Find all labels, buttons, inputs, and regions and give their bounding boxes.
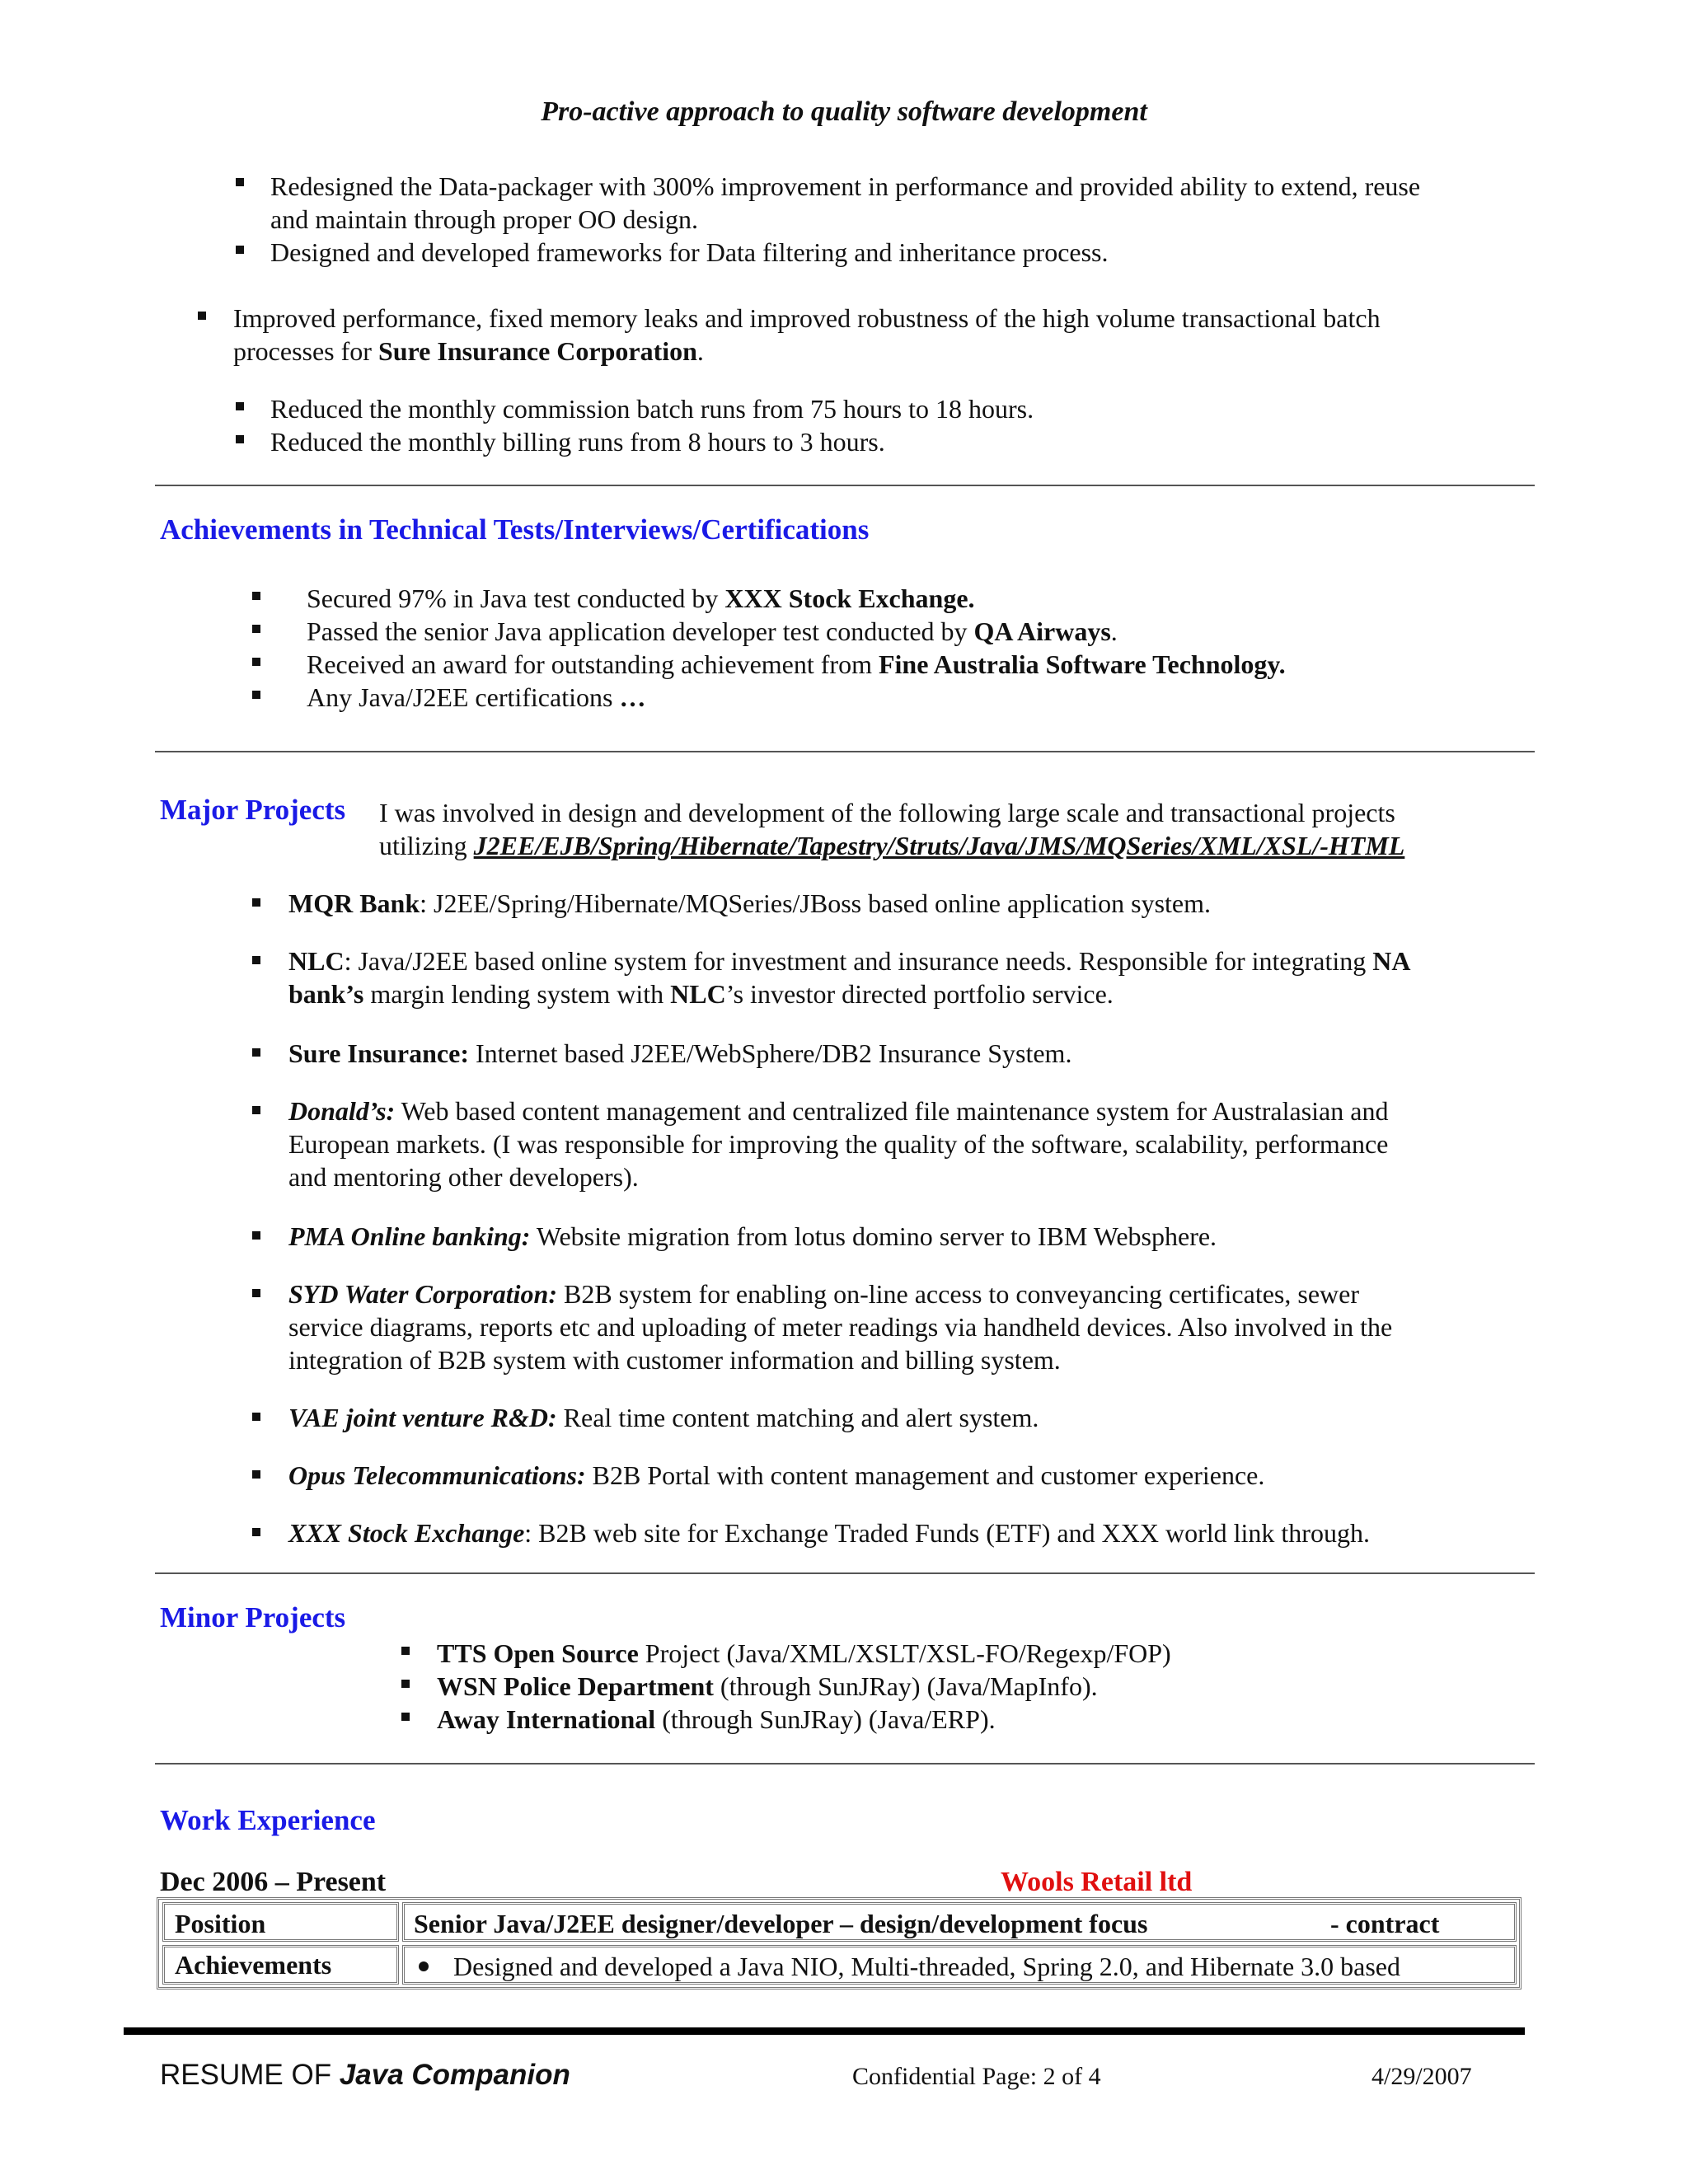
bullet-square-icon (252, 1289, 260, 1297)
achievement-item: Any Java/J2EE certifications … (307, 682, 646, 712)
bullet-square-icon (252, 625, 260, 633)
bullet-square-icon (252, 956, 260, 964)
tech-stack: J2EE/EJB/Spring/Hibernate/Tapestry/Struts/Java/JMS/MQSeries/XML/XSL/-HTML (473, 831, 1405, 860)
bullet-square-icon (401, 1713, 410, 1721)
work-experience-heading: Work Experience (160, 1804, 376, 1836)
bullet-square-icon (252, 1048, 260, 1057)
bullet-square-icon (252, 1528, 260, 1536)
project-item: Sure Insurance: Internet based J2EE/WebSphere/DB2 Insurance System. (288, 1038, 1072, 1068)
achievement-item: Received an award for outstanding achievement from Fine Australia Software Technology. (307, 649, 1286, 679)
section-divider (155, 1572, 1535, 1574)
bullet-square-icon (236, 246, 244, 254)
minor-project-item: TTS Open Source Project (Java/XML/XSLT/XSL-FO/Regexp/FOP) (437, 1638, 1171, 1668)
footer-rule (124, 2027, 1525, 2035)
bullet-square-icon (236, 178, 244, 186)
footer-confidential: Confidential Page: 2 of 4 (852, 2063, 1101, 2090)
project-item: SYD Water Corporation: B2B system for enabling on-line access to conveyancing certificates, sewer (288, 1279, 1359, 1309)
bullet-square-icon (252, 1106, 260, 1114)
company-name: Wools Retail ltd (1001, 1867, 1193, 1897)
bullet-square-icon (252, 1413, 260, 1421)
project-item: NLC: Java/J2EE based online system for investment and insurance needs. Responsible for integrating NA (288, 946, 1411, 976)
bullet-text: Designed and developed frameworks for Data filtering and inheritance process. (270, 237, 1109, 267)
section-divider (155, 485, 1535, 486)
bullet-square-icon (252, 1231, 260, 1240)
footer-date: 4/29/2007 (1372, 2063, 1472, 2090)
project-item: Opus Telecommunications: B2B Portal with content management and customer experience. (288, 1460, 1265, 1490)
bullet-square-icon (236, 402, 244, 410)
bullet-text: and maintain through proper OO design. (270, 204, 698, 234)
section-subheading: Pro-active approach to quality software development (541, 96, 1147, 127)
bullet-text: Reduced the monthly billing runs from 8 hours to 3 hours. (270, 427, 885, 457)
bullet-text: Redesigned the Data-packager with 300% improvement in performance and provided ability to extend, reuse (270, 171, 1421, 201)
project-item-cont: bank’s margin lending system with NLC’s investor directed portfolio service. (288, 979, 1114, 1009)
minor-projects-heading: Minor Projects (160, 1601, 346, 1633)
position-type: - contract (1330, 1909, 1440, 1938)
position-label: Position (175, 1909, 266, 1938)
major-projects-heading: Major Projects (160, 794, 346, 826)
bullet-square-icon (198, 312, 206, 320)
bullet-square-icon (401, 1647, 410, 1655)
project-item: PMA Online banking: Website migration from lotus domino server to IBM Websphere. (288, 1221, 1217, 1251)
project-item: XXX Stock Exchange: B2B web site for Exchange Traded Funds (ETF) and XXX world link through. (288, 1518, 1370, 1548)
project-item-cont: integration of B2B system with customer information and billing system. (288, 1345, 1061, 1375)
footer-resume-of: RESUME OF Java Companion (160, 2059, 570, 2091)
achievement-text: Designed and developed a Java NIO, Multi-threaded, Spring 2.0, and Hibernate 3.0 based (453, 1952, 1400, 1981)
bullet-square-icon (401, 1680, 410, 1688)
achievement-item: Secured 97% in Java test conducted by XXX Stock Exchange. (307, 583, 975, 613)
bullet-square-icon (252, 898, 260, 907)
bullet-square-icon (252, 658, 260, 666)
project-item-cont: and mentoring other developers). (288, 1162, 639, 1192)
project-item: MQR Bank: J2EE/Spring/Hibernate/MQSeries/JBoss based online application system. (288, 888, 1212, 918)
minor-project-item: Away International (through SunJRay) (Java/ERP). (437, 1704, 996, 1734)
achievements-heading: Achievements in Technical Tests/Interviews/Certifications (160, 513, 870, 546)
section-divider (155, 1763, 1535, 1765)
project-item: VAE joint venture R&D: Real time content matching and alert system. (288, 1403, 1039, 1432)
section-divider (155, 751, 1535, 752)
minor-project-item: WSN Police Department (through SunJRay) (Java/MapInfo). (437, 1671, 1098, 1701)
project-item-cont: European markets. (I was responsible for improving the quality of the software, scalability, performance (288, 1129, 1389, 1159)
position-value: Senior Java/J2EE designer/developer – design/development focus (414, 1909, 1148, 1938)
achievement-item: Passed the senior Java application developer test conducted by QA Airways. (307, 616, 1118, 646)
bullet-text: Improved performance, fixed memory leaks and improved robustness of the high volume transactional batch (233, 303, 1381, 333)
achievements-label: Achievements (175, 1950, 332, 1980)
project-item: Donald’s: Web based content management and centralized file maintenance system for Australasian and (288, 1096, 1389, 1126)
bullet-square-icon (252, 592, 260, 600)
bullet-square-icon (252, 691, 260, 699)
bullet-text: Reduced the monthly commission batch runs from 75 hours to 18 hours. (270, 394, 1034, 424)
bullet-text: processes for Sure Insurance Corporation. (233, 336, 704, 366)
work-period: Dec 2006 – Present (160, 1867, 387, 1897)
major-projects-intro: utilizing J2EE/EJB/Spring/Hibernate/Tapestry/Struts/Java/JMS/MQSeries/XML/XSL/-HTML (379, 831, 1405, 860)
major-projects-intro: I was involved in design and development of the following large scale and transactional projects (379, 798, 1395, 827)
project-item-cont: service diagrams, reports etc and uploading of meter readings via handheld devices. Also involved in the (288, 1312, 1393, 1342)
bullet-dot-icon (419, 1961, 429, 1971)
bullet-square-icon (236, 435, 244, 443)
bullet-square-icon (252, 1470, 260, 1479)
